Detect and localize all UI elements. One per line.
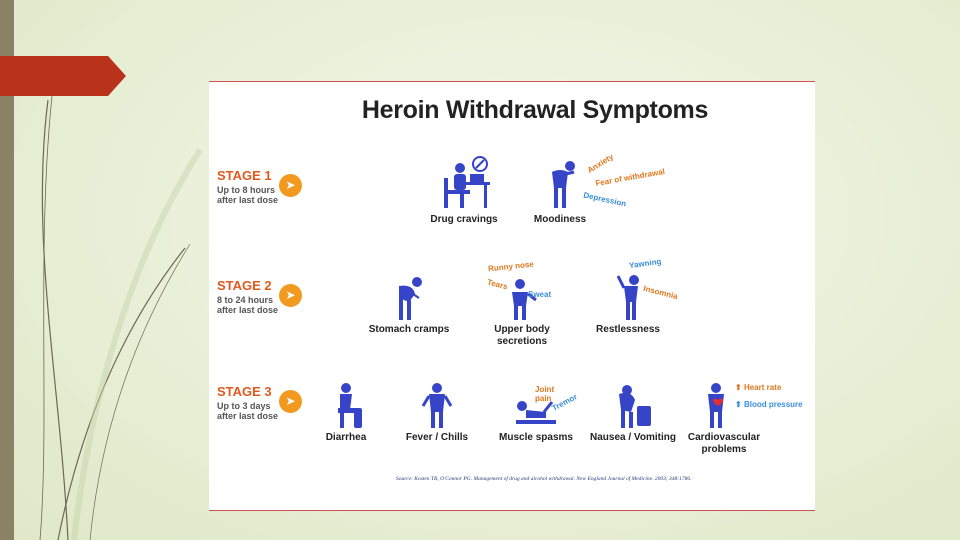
fever-chills-label: Fever / Chills (405, 432, 469, 443)
tag-fear-of-withdrawal: Fear of withdrawal (594, 166, 666, 189)
tag-depression: Depression (582, 190, 628, 209)
drug-cravings-icon (434, 154, 494, 212)
tag-runny-nose: Runny nose (487, 259, 535, 274)
cardiovascular-problems-label: Cardiovascular problems (687, 432, 761, 455)
moodiness-icon (530, 154, 590, 212)
heart-rate-up-arrow-icon: ⬆ (735, 383, 742, 392)
restlessness-icon (598, 272, 658, 322)
tag-tremor: Tremor (550, 392, 579, 413)
tag-anxiety: Anxiety (585, 152, 616, 175)
symptom-fever-chills (382, 378, 492, 444)
stage-1-name: STAGE 1 (217, 168, 272, 183)
tag-joint-pain: Joint pain (535, 385, 555, 403)
symptom-drug-cravings (409, 154, 519, 226)
stage-2-arrow-icon: ➤ (279, 284, 302, 307)
title-arrow-tab (0, 56, 126, 96)
tag-sweat: Sweat (528, 290, 552, 299)
diarrhea-label: Diarrhea (325, 432, 367, 443)
symptom-restlessness (573, 272, 683, 336)
stage-1-marker (217, 168, 317, 205)
stomach-cramps-icon (379, 272, 439, 322)
muscle-spasms-label: Muscle spasms (499, 432, 573, 443)
tag-tears: Tears (486, 277, 509, 292)
tag-insomnia: Insomnia (642, 283, 679, 302)
upper-body-secretions-label: Upper body secretions (494, 324, 550, 347)
symptom-upper-body-secretions (467, 272, 577, 348)
stage-3-arrow-icon: ➤ (279, 390, 302, 413)
heart-rate-text: Heart rate (743, 383, 782, 392)
drug-cravings-label: Drug cravings (430, 214, 498, 225)
nausea-vomiting-label: Nausea / Vomiting (590, 432, 676, 443)
symptom-stomach-cramps (354, 272, 464, 336)
stage-3-name: STAGE 3 (217, 384, 272, 399)
tag-heart-rate (735, 383, 781, 392)
stage-2-marker (217, 278, 317, 315)
stomach-cramps-label: Stomach cramps (368, 324, 450, 335)
source-citation: Source: Kosten TR, O'Connor PG. Management of drug and alcohol withdrawal. New England Journal of Medicine. 2003; 348:1786. (396, 476, 692, 482)
restlessness-label: Restlessness (596, 324, 660, 335)
moodiness-label: Moodiness (533, 214, 587, 225)
tag-blood-pressure (735, 400, 803, 409)
blood-pressure-text: Blood pressure (743, 400, 803, 409)
infographic-title: Heroin Withdrawal Symptoms (361, 96, 709, 124)
stage-2-name: STAGE 2 (217, 278, 272, 293)
stage-1-arrow-icon: ➤ (279, 174, 302, 197)
nausea-vomiting-icon (603, 378, 663, 430)
stage-2-desc: 8 to 24 hours after last dose (217, 295, 279, 315)
stage-3-desc: Up to 3 days after last dose (217, 401, 279, 421)
diarrhea-icon (316, 378, 376, 430)
infographic-image (209, 81, 815, 511)
blood-pressure-up-arrow-icon: ⬆ (735, 400, 742, 409)
stage-1-desc: Up to 8 hours after last dose (217, 185, 279, 205)
fever-chills-icon (407, 378, 467, 430)
tag-yawning: Yawning (628, 256, 662, 271)
